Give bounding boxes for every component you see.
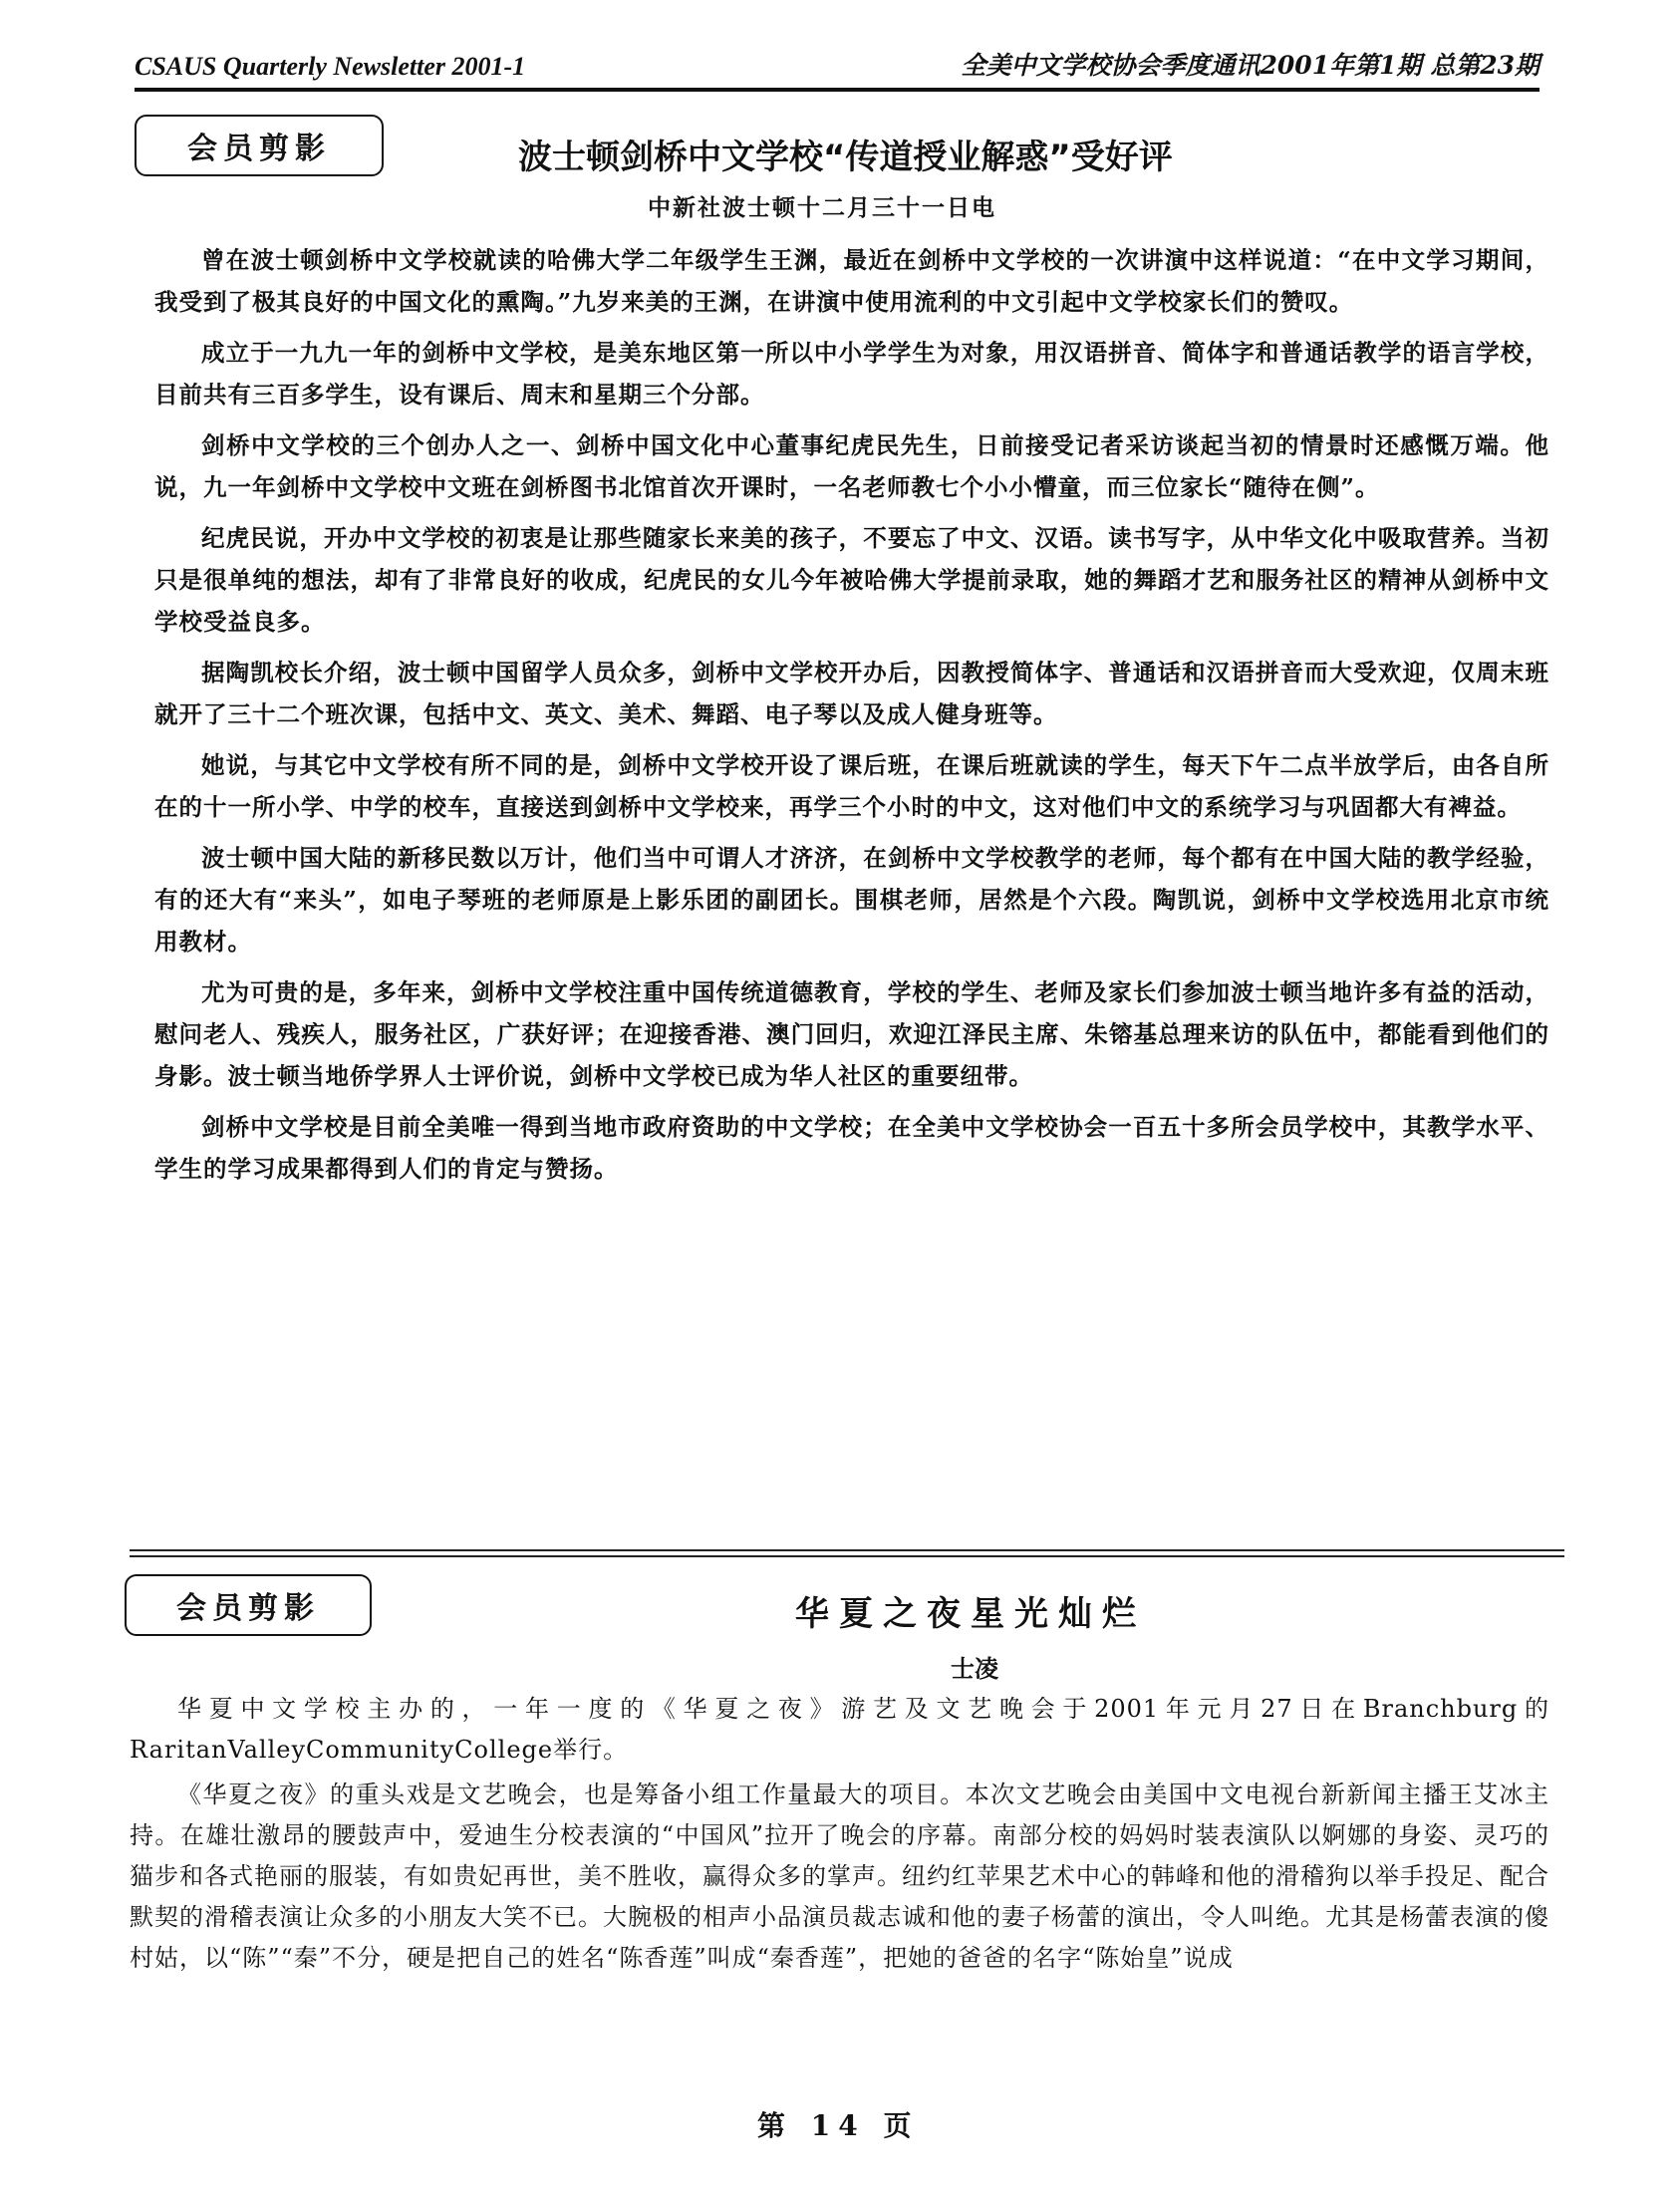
running-header	[135, 38, 1540, 92]
paragraph: 华夏中文学校主办的，一年一度的《华夏之夜》游艺及文艺晚会于2001年元月27日在Branchburg的RaritanValleyCommunityCollege举行。	[130, 1695, 1549, 1764]
section-tag: 会员剪影	[125, 1574, 372, 1636]
article-dateline: 中新社波士顿十二月三十一日电	[648, 194, 996, 221]
paragraph: 据陶凯校长介绍，波士顿中国留学人员众多，剑桥中文学校开办后，因教授简体字、普通话和汉语拼音而大受欢迎，仅周末班就开了三十二个班次课，包括中文、英文、美术、舞蹈、电子琴以及成人健身班等。	[154, 659, 1549, 728]
section-divider	[130, 1549, 1564, 1557]
header-issue-info: 全美中文学校协会季度通讯2001年第1期 总第23期	[961, 51, 1540, 80]
paragraph: 波士顿中国大陆的新移民数以万计，他们当中可谓人才济济，在剑桥中文学校教学的老师，每个都有在中国大陆的教学经验，有的还大有“来头”，如电子琴班的老师原是上影乐团的副团长。围棋老师，居然是个六段。陶凯说，剑桥中文学校选用北京市统用教材。	[154, 844, 1549, 956]
paragraph: 纪虎民说，开办中文学校的初衷是让那些随家长来美的孩子，不要忘了中文、汉语。读书写字，从中华文化中吸取营养。当初只是很单纯的想法，却有了非常良好的收成，纪虎民的女儿今年被哈佛大学提前录取，她的舞蹈才艺和服务社区的精神从剑桥中文学校受益良多。	[154, 524, 1549, 636]
paragraph: 尤为可贵的是，多年来，剑桥中文学校注重中国传统道德教育，学校的学生、老师及家长们参加波士顿当地许多有益的活动，慰问老人、残疾人，服务社区，广获好评；在迎接香港、澳门回归，欢迎江泽民主席、朱镕基总理来访的队伍中，都能看到他们的身影。波士顿当地侨学界人士评价说，剑桥中文学校已成为华人社区的重要纽带。	[154, 978, 1549, 1090]
article-body	[130, 1689, 1549, 1983]
article-byline: 士凌	[951, 1654, 998, 1683]
paragraph: 《华夏之夜》的重头戏是文艺晚会，也是筹备小组工作量最大的项目。本次文艺晚会由美国中文电视台新新闻主播王艾冰主持。在雄壮激昂的腰鼓声中，爱迪生分校表演的“中国风”拉开了晚会的序幕。南部分校的妈妈时装表演队以婀娜的身姿、灵巧的猫步和各式艳丽的服装，有如贵妃再世，美不胜收，赢得众多的掌声。纽约红苹果艺术中心的韩峰和他的滑稽狗以举手投足、配合默契的滑稽表演让众多的小朋友大笑不已。大腕极的相声小品演员裁志诚和他的妻子杨蕾的演出，令人叫绝。尤其是杨蕾表演的傻村姑，以“陈”“秦”不分，硬是把自己的姓名“陈香莲”叫成“秦香莲”，把她的爸爸的名字“陈始皇”说成	[130, 1781, 1549, 1972]
article-body	[154, 239, 1549, 1199]
paragraph: 她说，与其它中文学校有所不同的是，剑桥中文学校开设了课后班，在课后班就读的学生，每天下午二点半放学后，由各自所在的十一所小学、中学的校车，直接送到剑桥中文学校来，再学三个小时的中文，这对他们中文的系统学习与巩固都大有裨益。	[154, 751, 1549, 821]
paragraph: 剑桥中文学校的三个创办人之一、剑桥中国文化中心董事纪虎民先生，日前接受记者采访谈起当初的情景时还感慨万端。他说，九一年剑桥中文学校中文班在剑桥图书北馆首次开课时，一名老师教七个小小懵童，而三位家长“随待在侧”。	[154, 431, 1549, 501]
page-number: 第 14 页	[757, 2109, 920, 2142]
header-newsletter-title: CSAUS Quarterly Newsletter 2001-1	[135, 52, 526, 81]
article-title: 波士顿剑桥中文学校“传道授业解惑”受好评	[518, 137, 1173, 177]
article-title: 华夏之夜星光灿烂	[795, 1594, 1146, 1634]
paragraph: 剑桥中文学校是目前全美唯一得到当地市政府资助的中文学校；在全美中文学校协会一百五十多所会员学校中，其教学水平、学生的学习成果都得到人们的肯定与赞扬。	[154, 1113, 1549, 1183]
paragraph: 成立于一九九一年的剑桥中文学校，是美东地区第一所以中小学学生为对象，用汉语拼音、简体字和普通话教学的语言学校，目前共有三百多学生，设有课后、周末和星期三个分部。	[154, 339, 1549, 409]
section-tag: 会员剪影	[135, 115, 384, 176]
paragraph: 曾在波士顿剑桥中文学校就读的哈佛大学二年级学生王渊，最近在剑桥中文学校的一次讲演中这样说道：“在中文学习期间，我受到了极其良好的中国文化的熏陶。”九岁来美的王渊，在讲演中使用流利的中文引起中文学校家长们的赞叹。	[154, 246, 1549, 316]
